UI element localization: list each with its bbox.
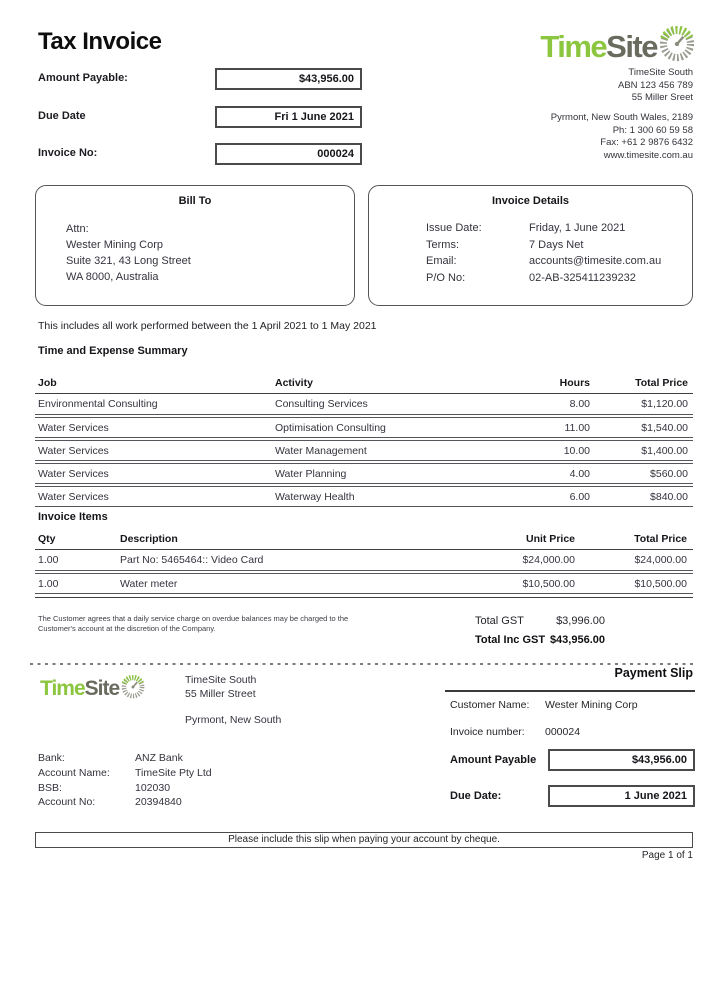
po-no-label: P/O No:	[426, 271, 466, 284]
cell-hours: 8.00	[569, 398, 590, 410]
total-gst-value: $3,996.00	[556, 615, 605, 627]
clock-gear-icon	[659, 26, 695, 67]
cell-hours: 11.00	[564, 421, 590, 434]
cell-hours: 10.00	[563, 444, 590, 457]
cell-unit-price: $10,500.00	[522, 577, 575, 590]
company-phone: Ph: 1 300 60 59 58	[612, 124, 693, 136]
slip-amount-payable-value: $43,956.00	[548, 749, 695, 771]
bsb-label: BSB:	[38, 781, 62, 794]
invoice-details-rows	[426, 220, 692, 286]
invoice-details-title: Invoice Details	[491, 195, 570, 207]
cell-activity: Water Planning	[275, 467, 347, 480]
summary-header-hours: Hours	[559, 376, 590, 389]
email-label: Email:	[426, 255, 457, 267]
account-no-value: 20394840	[135, 796, 182, 809]
bank-row	[38, 751, 212, 766]
slip-company-city: Pyrmont, New South	[185, 714, 282, 726]
company-city: Pyrmont, New South Wales, 2189	[550, 112, 693, 123]
invoice-no-label: Invoice No:	[38, 147, 98, 159]
bill-to-title: Bill To	[178, 195, 212, 207]
slip-invoice-number-label: Invoice number:	[450, 726, 525, 738]
cell-job: Water Services	[38, 490, 109, 503]
items-header-description: Description	[120, 532, 178, 545]
total-inc-gst-row	[475, 634, 605, 646]
table-row	[35, 463, 693, 484]
summary-header-job: Job	[38, 376, 57, 389]
slip-invoice-number-value: 000024	[545, 726, 581, 738]
bill-to-attn: Attn:	[66, 223, 89, 235]
items-table-end-rule	[35, 597, 693, 598]
summary-header-activity: Activity	[275, 376, 313, 389]
company-name: TimeSite South	[628, 67, 693, 78]
table-row	[35, 394, 693, 415]
cheque-note-box: Please include this slip when paying your account by cheque.	[35, 832, 693, 848]
email-value: accounts@timesite.com.au	[529, 255, 662, 267]
bill-to-street: Suite 321, 43 Long Street	[66, 255, 191, 267]
total-inc-gst-label: Total Inc GST	[475, 634, 546, 646]
items-header-qty: Qty	[38, 532, 56, 545]
logo-time-text: Time	[40, 677, 85, 700]
cell-total: $1,120.00	[641, 398, 688, 410]
logo-wordmark	[540, 30, 657, 64]
cell-total: $840.00	[650, 490, 688, 503]
table-row	[35, 440, 693, 461]
logo-wordmark	[40, 672, 119, 706]
summary-section-title: Time and Expense Summary	[38, 345, 188, 357]
payment-slip-rule	[445, 690, 695, 692]
account-no-label: Account No:	[38, 796, 96, 809]
cell-job: Water Services	[38, 467, 109, 480]
cell-qty: 1.00	[38, 554, 59, 566]
bank-details	[38, 751, 212, 810]
bsb-value: 102030	[135, 781, 171, 794]
bill-to-lines	[66, 221, 354, 285]
page-title: Tax Invoice	[38, 28, 162, 55]
table-row	[35, 417, 693, 438]
items-header-total-price: Total Price	[634, 532, 687, 545]
company-fax: Fax: +61 2 9876 6432	[600, 137, 693, 148]
bill-to-company: Wester Mining Corp	[66, 239, 163, 251]
slip-invoice-number-row	[450, 726, 580, 738]
bank-label: Bank:	[38, 752, 65, 764]
payment-slip-title: Payment Slip	[609, 666, 694, 680]
bank-value: ANZ Bank	[135, 752, 183, 764]
cell-job: Water Services	[38, 444, 109, 457]
total-gst-label: Total GST	[475, 615, 524, 627]
slip-customer-value: Wester Mining Corp	[545, 699, 638, 711]
account-name-label: Account Name:	[38, 766, 110, 779]
email-row	[426, 253, 692, 270]
items-header-unit-price: Unit Price	[525, 532, 575, 545]
table-row	[35, 573, 693, 594]
cell-description: Water meter	[120, 577, 178, 590]
account-name-value: TimeSite Pty Ltd	[135, 766, 212, 779]
logo-time-text: Time	[540, 28, 607, 64]
cell-description: Part No: 5465464:: Video Card	[120, 554, 264, 566]
amount-payable-label: Amount Payable:	[38, 72, 128, 84]
slip-company-street: 55 Miller Street	[185, 687, 256, 700]
account-no-row	[38, 795, 212, 810]
tear-off-dashed-divider	[30, 663, 693, 665]
total-inc-gst-value: $43,956.00	[549, 634, 605, 646]
slip-company-name: TimeSite South	[185, 674, 257, 686]
cell-qty: 1.00	[38, 577, 59, 590]
company-logo	[540, 26, 695, 67]
cell-total: $1,400.00	[641, 444, 688, 457]
logo-site-text: Site	[606, 28, 657, 64]
cell-job: Environmental Consulting	[38, 398, 158, 410]
time-expense-summary-table	[35, 372, 693, 507]
cell-activity: Water Management	[275, 444, 367, 457]
slip-customer-label: Customer Name:	[450, 699, 530, 711]
terms-value: 7 Days Net	[529, 238, 584, 251]
company-website: www.timesite.com.au	[603, 149, 693, 161]
bill-to-region: WA 8000, Australia	[66, 271, 159, 283]
invoice-details-box	[368, 185, 693, 306]
items-section-title: Invoice Items	[38, 511, 108, 523]
cell-unit-price: $24,000.00	[522, 554, 575, 566]
service-charge-note: The Customer agrees that a daily service charge on overdue balances may be charged to the Customer's account at the discretion of the Company.	[38, 614, 349, 633]
company-logo-small	[40, 672, 145, 706]
due-date-value: Fri 1 June 2021	[215, 106, 362, 128]
summary-header-row	[35, 372, 693, 394]
cell-activity: Consulting Services	[275, 398, 368, 410]
clock-gear-icon	[121, 675, 145, 704]
total-gst-row	[475, 615, 605, 627]
bsb-row	[38, 781, 212, 796]
company-address-bottom	[551, 112, 693, 162]
issue-date-label: Issue Date:	[426, 222, 482, 234]
page-number: Page 1 of 1	[641, 850, 693, 861]
work-period-note: This includes all work performed between the 1 April 2021 to 1 May 2021	[38, 320, 377, 332]
terms-row	[426, 237, 692, 254]
cell-total: $560.00	[650, 467, 688, 480]
cell-total-price: $24,000.00	[634, 554, 687, 566]
slip-amount-payable-label: Amount Payable	[450, 754, 537, 766]
items-header-row	[35, 528, 693, 550]
company-street: 55 Miller Sreet	[631, 92, 693, 103]
cell-activity: Optimisation Consulting	[275, 421, 386, 434]
slip-customer-row	[450, 699, 638, 711]
cell-job: Water Services	[38, 421, 109, 434]
account-name-row	[38, 766, 212, 781]
due-date-label: Due Date	[38, 110, 86, 122]
amount-payable-value: $43,956.00	[215, 68, 362, 90]
company-address-top	[618, 67, 693, 105]
invoice-no-value: 000024	[215, 143, 362, 165]
summary-header-total: Total Price	[635, 376, 688, 389]
cell-total: $1,540.00	[641, 421, 688, 434]
invoice-items-table	[35, 528, 693, 598]
po-no-row	[426, 270, 692, 287]
slip-due-date-label: Due Date:	[450, 790, 502, 802]
table-row	[35, 550, 693, 571]
po-no-value: 02-AB-325411239232	[529, 271, 636, 284]
cell-hours: 4.00	[569, 467, 590, 480]
cell-activity: Waterway Health	[275, 490, 355, 503]
issue-date-value: Friday, 1 June 2021	[529, 222, 626, 234]
company-abn: ABN 123 456 789	[617, 79, 693, 91]
logo-site-text: Site	[84, 677, 120, 700]
cell-total-price: $10,500.00	[634, 577, 687, 590]
table-row	[35, 486, 693, 507]
issue-date-row	[426, 220, 692, 237]
slip-company-address	[185, 674, 281, 728]
terms-label: Terms:	[426, 238, 459, 251]
slip-due-date-value: 1 June 2021	[548, 785, 695, 807]
cell-hours: 6.00	[569, 490, 590, 503]
bill-to-box	[35, 185, 355, 306]
